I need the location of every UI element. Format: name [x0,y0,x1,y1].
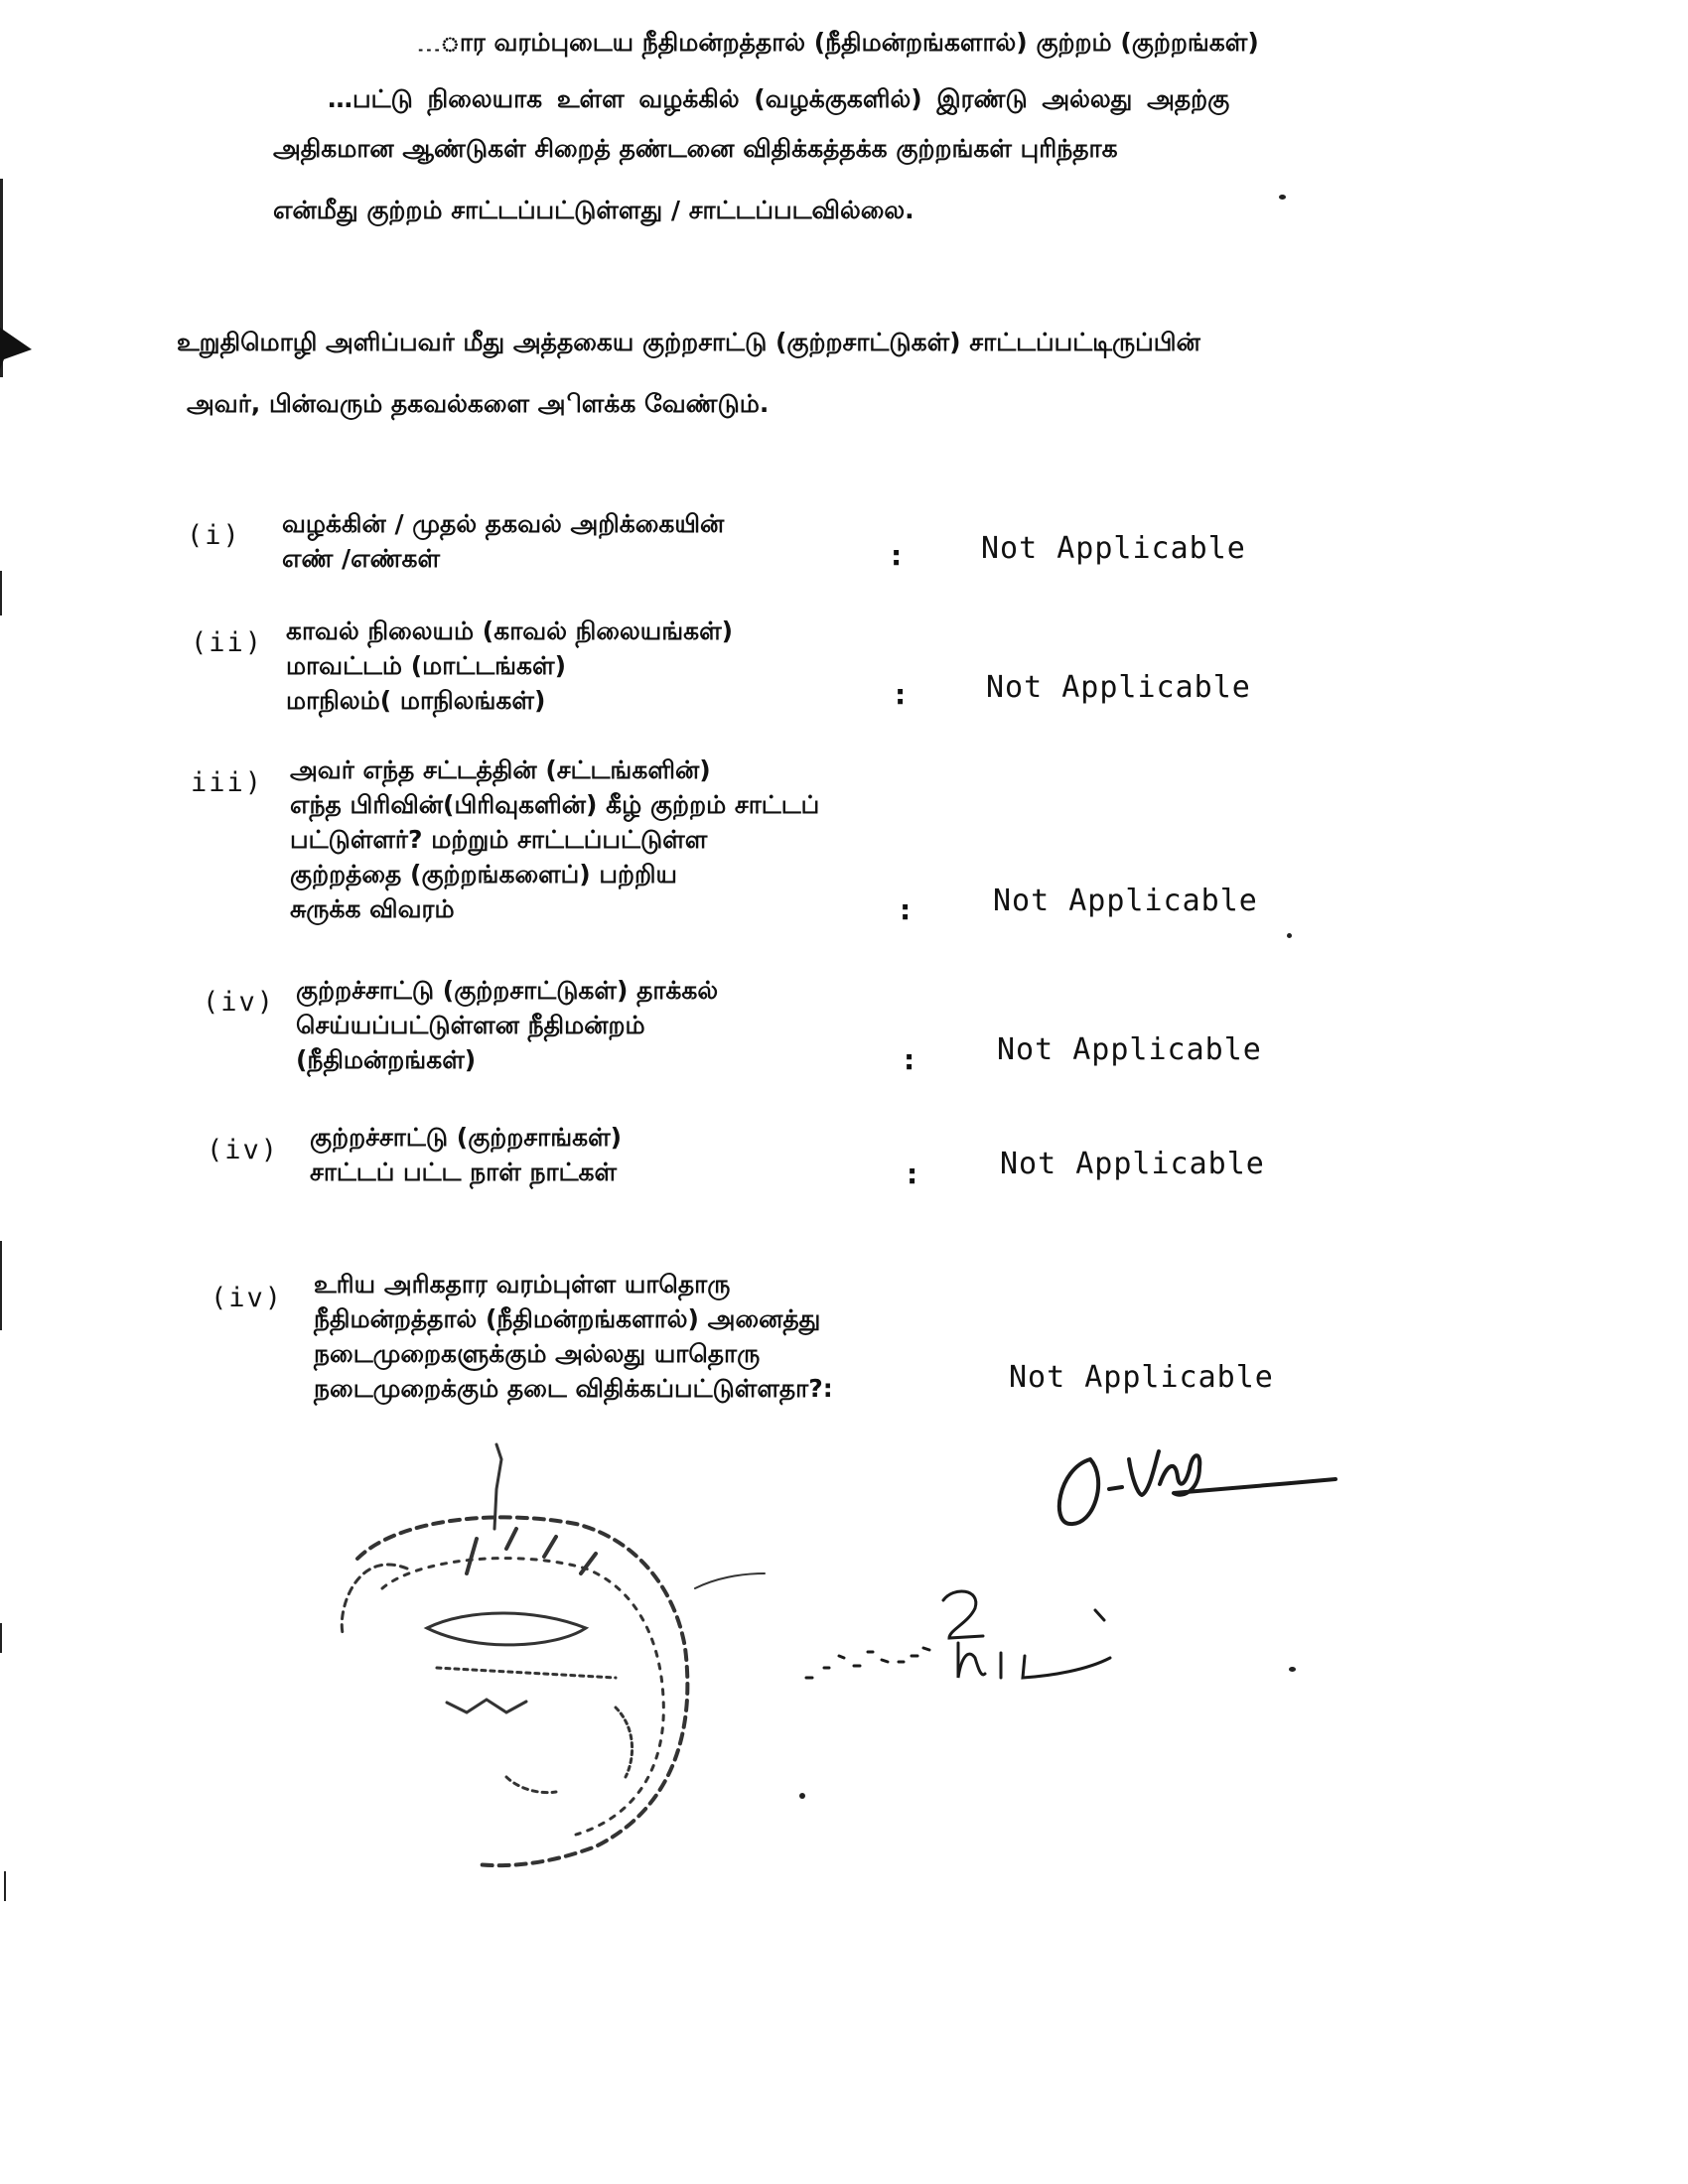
item-label [296,973,718,1077]
instruction-line-2: அவர், பின்வரும் தகவல்களை அிளக்க வேண்டும். [187,389,770,418]
item-number: (iv) [211,1283,284,1313]
item-label-line: பட்டுள்ளர்? மற்றும் சாட்டப்பட்டுள்ள [290,825,708,854]
item-label-line: நடைமுறைக்கும் தடை விதிக்கப்பட்டுள்ளதா?: [314,1374,833,1403]
item-colon: : [900,893,912,926]
item-label-line: குற்றச்சாட்டு (குற்றசாட்டுகள்) தாக்கல் [296,976,719,1005]
item-colon: : [904,1043,915,1076]
item-value: Not Applicable [986,670,1251,705]
item-label [282,506,724,576]
item-value: Not Applicable [1000,1147,1265,1181]
intro-line-3: அதிகமான ஆண்டுகள் சிறைத் தண்டனை விதிக்கத்தக்க குற்றங்கள் புரிந்தாக [273,134,1118,163]
item-label-line: எண் /எண்கள் [282,544,441,573]
margin-mark [0,179,3,377]
margin-mark [0,1241,2,1330]
intro-line-1: …ார வரம்புடைய நீதிமன்றத்தால் (நீதிமன்றங்களால்) குற்றம் (குற்றங்கள்) [417,28,1259,57]
item-label-line: எந்த பிரிவின்(பிரிவுகளின்) கீழ் குற்றம் சாட்டப் [290,790,820,819]
margin-mark [0,1623,2,1653]
item-label [314,1267,833,1406]
item-colon: : [907,1158,918,1190]
margin-mark [4,1871,6,1901]
handwritten-signature-icon [1059,1451,1336,1524]
item-label-line: உரிய அரிகதார வரம்புள்ள யாதொரு [314,1270,731,1298]
item-number: (ii) [191,627,264,658]
instruction-line-1: உறுதிமொழி அளிப்பவர் மீது அத்தகைய குற்றசாட்டு (குற்றசாட்டுகள்) சாட்டப்பட்டிருப்பின் [177,328,1200,356]
item-colon: : [891,539,903,572]
item-label-line: மாவட்டம் (மாட்டங்கள்) [286,651,566,680]
item-label-line: நீதிமன்றத்தால் (நீதிமன்றங்களால்) அனைத்து [314,1304,821,1333]
circular-notary-seal-icon [342,1444,765,1865]
item-colon: : [895,678,907,711]
item-number: iii) [191,767,264,798]
item-value: Not Applicable [993,884,1258,918]
scan-speck [1279,195,1286,200]
item-value: Not Applicable [981,531,1246,566]
item-label [310,1120,622,1189]
item-label-line: குற்றத்தை (குற்றங்களைப்) பற்றிய [290,860,677,888]
item-number: (iv) [203,987,276,1018]
margin-arrow-icon [0,328,32,369]
item-label-line: நடைமுறைகளுக்கும் அல்லது யாதொரு [314,1339,761,1368]
item-label-line: அவர் எந்த சட்டத்தின் (சட்டங்களின்) [290,755,711,784]
item-label-line: குற்றச்சாட்டு (குற்றசாங்கள்) [310,1123,623,1152]
scan-speck [1287,933,1292,938]
item-label [290,752,819,926]
item-label-line: வழக்கின் / முதல் தகவல் அறிக்கையின் [282,509,725,538]
item-label-line: (நீதிமன்றங்கள்) [296,1045,477,1074]
margin-mark [0,571,2,615]
intro-line-2: …பட்டு நிலையாக உள்ள வழக்கில் (வழக்குகளில்) இரண்டு அல்லது அதற்கு [328,84,1230,113]
item-number: (i) [187,520,241,551]
intro-line-4: என்மீது குற்றம் சாட்டப்பட்டுள்ளது / சாட்டப்படவில்லை. [273,196,914,224]
item-value: Not Applicable [997,1032,1262,1067]
item-label-line: மாநிலம்( மாநிலங்கள்) [286,686,546,715]
initials-signature-icon [806,1591,1110,1678]
item-label-line: சாட்டப் பட்ட நாள் நாட்கள் [310,1158,618,1186]
item-value: Not Applicable [1009,1360,1274,1395]
item-label-line: சுருக்க விவரம் [290,894,455,923]
item-label [286,614,733,718]
scan-speck [1289,1667,1296,1672]
item-label-line: காவல் நிலையம் (காவல் நிலையங்கள்) [286,616,734,645]
item-number: (iv) [207,1135,280,1165]
item-label-line: செய்யப்பட்டுள்ளன நீதிமன்றம் [296,1011,645,1039]
scan-speck [799,1793,805,1799]
